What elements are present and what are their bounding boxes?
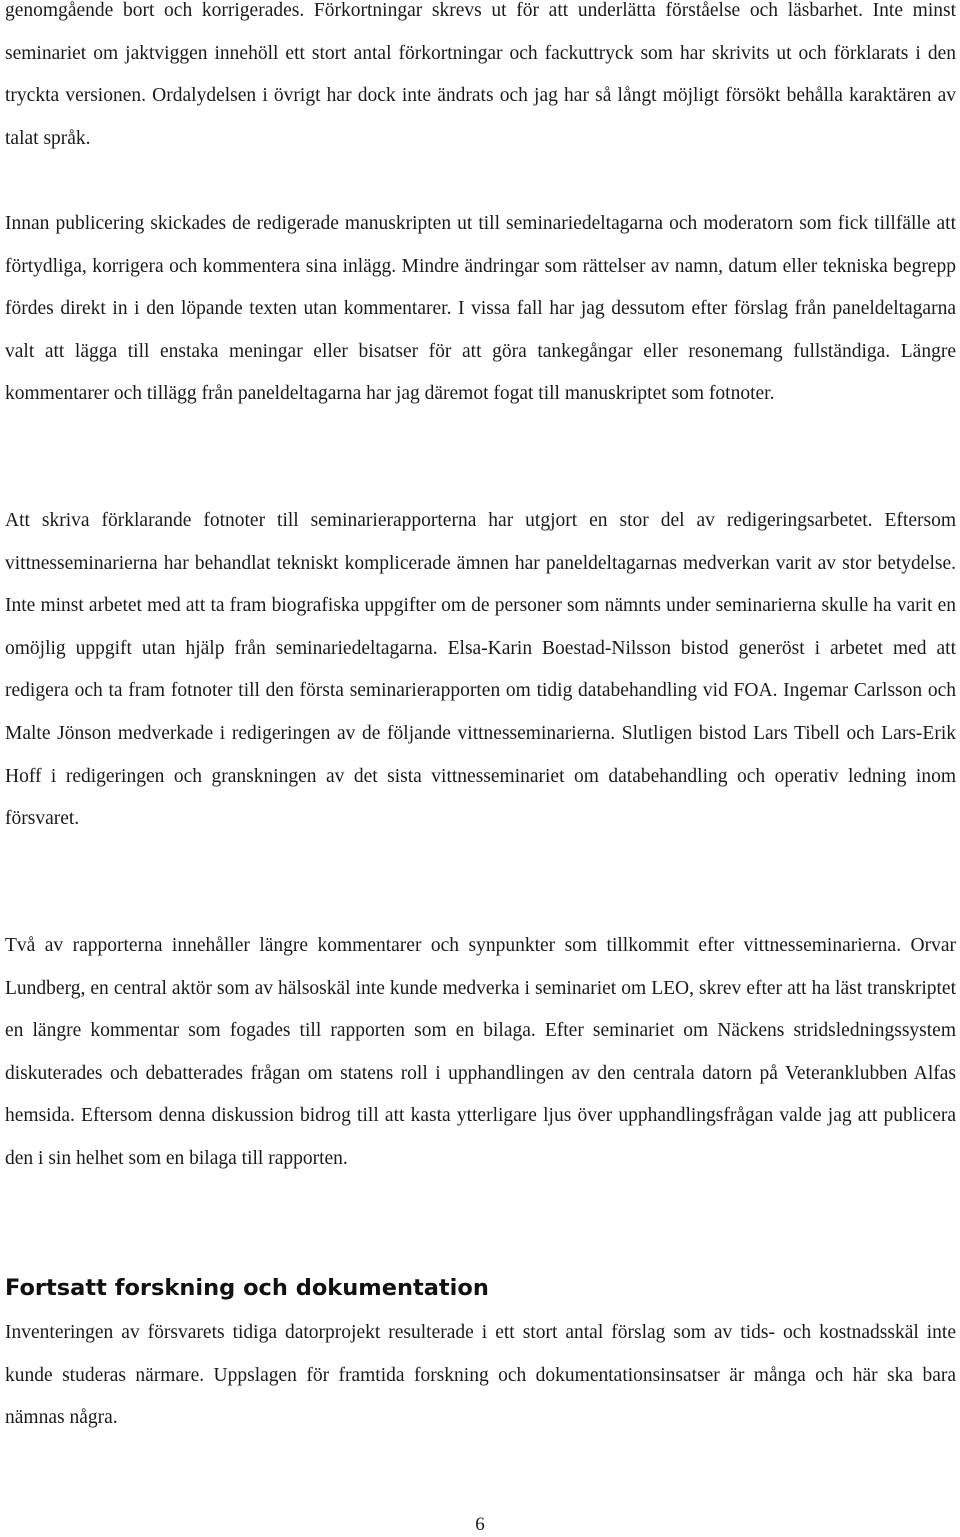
paragraph-4: Två av rapporterna innehåller längre kommentarer och synpunkter som tillkommit efter vittnesseminarierna. Orvar Lundberg, en central aktör som av hälsoskäl inte kunde medverka i seminariet om LEO, skrev efter att ha läst transkriptet en längre kommentar som fogades till rapporten som en bilaga. Efter seminariet om Näckens stridsledningssystem diskuterades och debatterades frågan om statens roll i upphandlingen av den centrala datorn på Veteranklubben Alfas hemsida. Eftersom denna diskussion bidrog till att kasta ytterligare ljus över upphandlingsfrågan valde jag att publicera den i sin helhet som en bilaga till rapporten. bbox=[5, 935, 956, 1169]
paragraph-3: Att skriva förklarande fotnoter till seminarierapporterna har utgjort en stor del av redigeringsarbetet. Eftersom vittnesseminarierna har behandlat tekniskt komplicerade ämnen har paneldeltagarnas medverkan varit av stor betydelse. Inte minst arbetet med att ta fram biografiska uppgifter om de personer som nämnts under seminarierna skulle ha varit en omöjlig uppgift utan hjälp från seminariedeltagarna. Elsa-Karin Boestad-Nilsson bistod generöst i arbetet med att redigera och ta fram fotnoter till den första seminarierapporten om tidig databehandling vid FOA. Ingemar Carlsson och Malte Jönson medverkade i redigeringen av de följande vittnesseminarierna. Slutligen bistod Lars Tibell och Lars-Erik Hoff i redigeringen och granskningen av det sista vittnesseminariet om databehandling och operativ ledning inom försvaret. bbox=[5, 510, 956, 830]
section-paragraph: Inventeringen av försvarets tidiga datorprojekt resulterade i ett stort antal förslag som av tids- och kostnadsskäl inte kunde studeras närmare. Uppslagen för framtida forskning och dokumentationsinsatser är många och här ska bara nämnas några. bbox=[5, 1322, 956, 1429]
page-number: 6 bbox=[475, 1514, 485, 1535]
paragraph-2: Innan publicering skickades de redigerade manuskripten ut till seminariedeltagarna och moderatorn som fick tillfälle att förtydliga, korrigera och kommentera sina inlägg. Mindre ändringar som rättelser av namn, datum eller tekniska begrepp fördes direkt in i den löpande texten utan kommentarer. I vissa fall har jag dessutom efter förslag från paneldeltagarna valt att lägga till enstaka meningar eller bisatser för att göra tankegångar eller resonemang fullständiga. Längre kommentarer och tillägg från paneldeltagarna har jag däremot fogat till manuskriptet som fotnoter. bbox=[5, 213, 956, 405]
paragraph-1: genomgående bort och korrigerades. Förkortningar skrevs ut för att underlätta förståelse och läsbarhet. Inte minst seminariet om jaktviggen innehöll ett stort antal förkortningar och fackuttryck som har skrivits ut och förklarats i den tryckta versionen. Ordalydelsen i övrigt har dock inte ändrats och jag har så långt möjligt försökt behålla karaktären av talat språk. bbox=[5, 0, 956, 149]
section-heading: Fortsatt forskning och dokumentation bbox=[5, 1275, 489, 1301]
